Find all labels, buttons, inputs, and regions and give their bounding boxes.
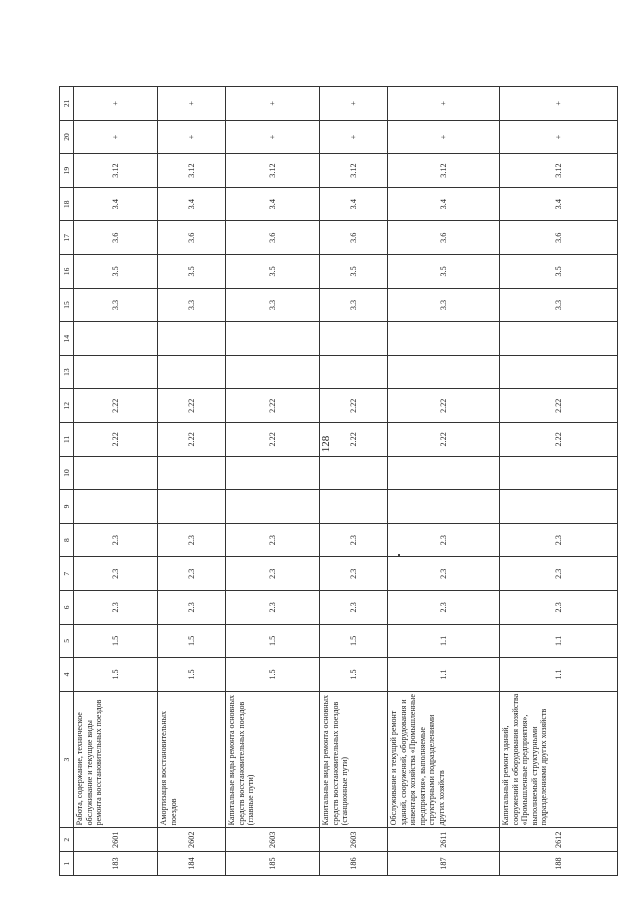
value-cell: 2.3: [500, 523, 618, 557]
column-header: 4: [60, 658, 74, 692]
value-cell: 2.22: [226, 423, 320, 457]
value-cell: +: [226, 87, 320, 121]
value-cell: [388, 322, 500, 356]
value-cell: 3.5: [500, 255, 618, 289]
value-cell: 3.6: [500, 221, 618, 255]
column-header: 11: [60, 423, 74, 457]
table-row: [500, 87, 618, 876]
value-cell: [320, 456, 388, 490]
column-header: 13: [60, 355, 74, 389]
value-cell: +: [500, 87, 618, 121]
value-cell: [74, 322, 158, 356]
value-cell: [226, 322, 320, 356]
row-number-cell: 186: [320, 852, 388, 876]
value-cell: 3.4: [158, 187, 226, 221]
value-cell: 3.5: [74, 255, 158, 289]
column-header: 9: [60, 490, 74, 524]
column-header: 17: [60, 221, 74, 255]
value-cell: [320, 322, 388, 356]
value-cell: 3.4: [388, 187, 500, 221]
value-cell: 2.3: [158, 591, 226, 625]
page-number: 128: [320, 435, 332, 453]
value-cell: 3.5: [320, 255, 388, 289]
table-row: [226, 87, 320, 876]
value-cell: 2.22: [74, 423, 158, 457]
value-cell: [500, 456, 618, 490]
column-header: 7: [60, 557, 74, 591]
value-cell: +: [226, 120, 320, 154]
value-cell: 2.22: [388, 389, 500, 423]
column-header: 5: [60, 624, 74, 658]
value-cell: 2.3: [320, 591, 388, 625]
value-cell: 2.3: [74, 591, 158, 625]
value-cell: [158, 490, 226, 524]
value-cell: 3.3: [158, 288, 226, 322]
value-cell: 3.4: [226, 187, 320, 221]
value-cell: [320, 490, 388, 524]
code-cell: 2602: [158, 828, 226, 852]
description-cell: Работа, содержание, техническое обслуживание и текущие виды ремонта восстановительных поездов: [74, 691, 158, 828]
value-cell: 3.3: [500, 288, 618, 322]
value-cell: 2.22: [388, 423, 500, 457]
row-number-cell: 187: [388, 852, 500, 876]
column-header: 21: [60, 87, 74, 121]
column-header: 16: [60, 255, 74, 289]
column-header: 3: [60, 691, 74, 828]
description-cell: Капитальный ремонт зданий, сооружений и оборудования хозяйства «Промышленные предприятия», выполняемый структурными подразделениями других хозяйств: [500, 691, 618, 828]
column-header: 14: [60, 322, 74, 356]
value-cell: 3.12: [388, 154, 500, 188]
value-cell: [74, 456, 158, 490]
value-cell: [158, 456, 226, 490]
value-cell: 2.3: [500, 591, 618, 625]
value-cell: 2.3: [74, 523, 158, 557]
value-cell: 3.12: [320, 154, 388, 188]
value-cell: 2.3: [226, 591, 320, 625]
value-cell: 2.3: [226, 557, 320, 591]
header-row: [60, 87, 74, 876]
value-cell: 1.5: [158, 624, 226, 658]
value-cell: 2.22: [74, 389, 158, 423]
code-cell: 2603: [226, 828, 320, 852]
value-cell: 2.22: [320, 423, 388, 457]
value-cell: 3.12: [158, 154, 226, 188]
value-cell: 1.5: [320, 658, 388, 692]
table-row: [74, 87, 158, 876]
scan-speck: [398, 554, 400, 556]
column-header: 19: [60, 154, 74, 188]
value-cell: 1.5: [226, 658, 320, 692]
code-cell: 2611: [388, 828, 500, 852]
table-row: [320, 87, 388, 876]
value-cell: 1.5: [320, 624, 388, 658]
value-cell: [500, 322, 618, 356]
value-cell: [226, 456, 320, 490]
value-cell: 2.3: [158, 557, 226, 591]
value-cell: 1.5: [158, 658, 226, 692]
value-cell: +: [388, 120, 500, 154]
value-cell: [500, 490, 618, 524]
value-cell: +: [320, 120, 388, 154]
column-header: 10: [60, 456, 74, 490]
code-cell: 2612: [500, 828, 618, 852]
value-cell: +: [74, 87, 158, 121]
value-cell: 3.3: [320, 288, 388, 322]
value-cell: +: [320, 87, 388, 121]
value-cell: 3.5: [226, 255, 320, 289]
value-cell: 2.3: [158, 523, 226, 557]
value-cell: 3.6: [74, 221, 158, 255]
value-cell: [158, 355, 226, 389]
value-cell: +: [158, 87, 226, 121]
cost-allocation-table: [59, 86, 618, 876]
value-cell: 3.4: [500, 187, 618, 221]
rotated-table-container: [59, 86, 575, 876]
description-cell: Капитальные виды ремонта основных средств восстановительных поездов (главные пути): [226, 691, 320, 828]
row-number-cell: 183: [74, 852, 158, 876]
value-cell: +: [388, 87, 500, 121]
value-cell: 1.5: [74, 658, 158, 692]
column-header: 2: [60, 828, 74, 852]
column-header: 20: [60, 120, 74, 154]
column-header: 15: [60, 288, 74, 322]
value-cell: 2.3: [388, 557, 500, 591]
value-cell: [388, 456, 500, 490]
table-body: [60, 87, 618, 876]
value-cell: 2.22: [226, 389, 320, 423]
column-header: 12: [60, 389, 74, 423]
value-cell: 3.5: [388, 255, 500, 289]
code-cell: 2603: [320, 828, 388, 852]
value-cell: [74, 355, 158, 389]
value-cell: [158, 322, 226, 356]
description-cell: Капитальные виды ремонта основных средств восстановительных поездов (станционные пути): [320, 691, 388, 828]
value-cell: 3.3: [388, 288, 500, 322]
value-cell: 2.22: [500, 389, 618, 423]
value-cell: 1.1: [500, 624, 618, 658]
value-cell: [226, 355, 320, 389]
value-cell: 2.22: [158, 423, 226, 457]
value-cell: 3.12: [226, 154, 320, 188]
column-header: 6: [60, 591, 74, 625]
column-header: 8: [60, 523, 74, 557]
value-cell: 3.12: [74, 154, 158, 188]
value-cell: 1.1: [388, 658, 500, 692]
value-cell: +: [74, 120, 158, 154]
table-row: [388, 87, 500, 876]
value-cell: 3.6: [320, 221, 388, 255]
value-cell: 2.22: [500, 423, 618, 457]
value-cell: [500, 355, 618, 389]
value-cell: 3.6: [226, 221, 320, 255]
value-cell: 3.12: [500, 154, 618, 188]
row-number-cell: 188: [500, 852, 618, 876]
value-cell: +: [500, 120, 618, 154]
value-cell: 3.5: [158, 255, 226, 289]
value-cell: 2.3: [320, 557, 388, 591]
value-cell: 3.6: [158, 221, 226, 255]
value-cell: 3.4: [320, 187, 388, 221]
table-row: [158, 87, 226, 876]
row-number-cell: 184: [158, 852, 226, 876]
row-number-cell: 185: [226, 852, 320, 876]
value-cell: 1.1: [388, 624, 500, 658]
column-header: 1: [60, 852, 74, 876]
value-cell: [226, 490, 320, 524]
value-cell: 2.3: [74, 557, 158, 591]
value-cell: 2.22: [320, 389, 388, 423]
value-cell: 3.3: [74, 288, 158, 322]
value-cell: 2.3: [500, 557, 618, 591]
value-cell: +: [158, 120, 226, 154]
value-cell: 3.6: [388, 221, 500, 255]
value-cell: 2.3: [388, 523, 500, 557]
value-cell: [388, 490, 500, 524]
description-cell: Обслуживание и текущий ремонт зданий, сооружений, оборудования и инвентаря хозяйства «Промышленные предприятия», выполняемые структурными подразделениями других хозяйств: [388, 691, 500, 828]
value-cell: 1.5: [74, 624, 158, 658]
column-header: 18: [60, 187, 74, 221]
value-cell: 3.3: [226, 288, 320, 322]
value-cell: [388, 355, 500, 389]
value-cell: [320, 355, 388, 389]
description-cell: Амортизация восстановительных поездов: [158, 691, 226, 828]
value-cell: 2.3: [226, 523, 320, 557]
value-cell: 3.4: [74, 187, 158, 221]
value-cell: 1.5: [226, 624, 320, 658]
value-cell: 1.1: [500, 658, 618, 692]
code-cell: 2601: [74, 828, 158, 852]
value-cell: 2.22: [158, 389, 226, 423]
value-cell: 2.3: [320, 523, 388, 557]
value-cell: 2.3: [388, 591, 500, 625]
value-cell: [74, 490, 158, 524]
